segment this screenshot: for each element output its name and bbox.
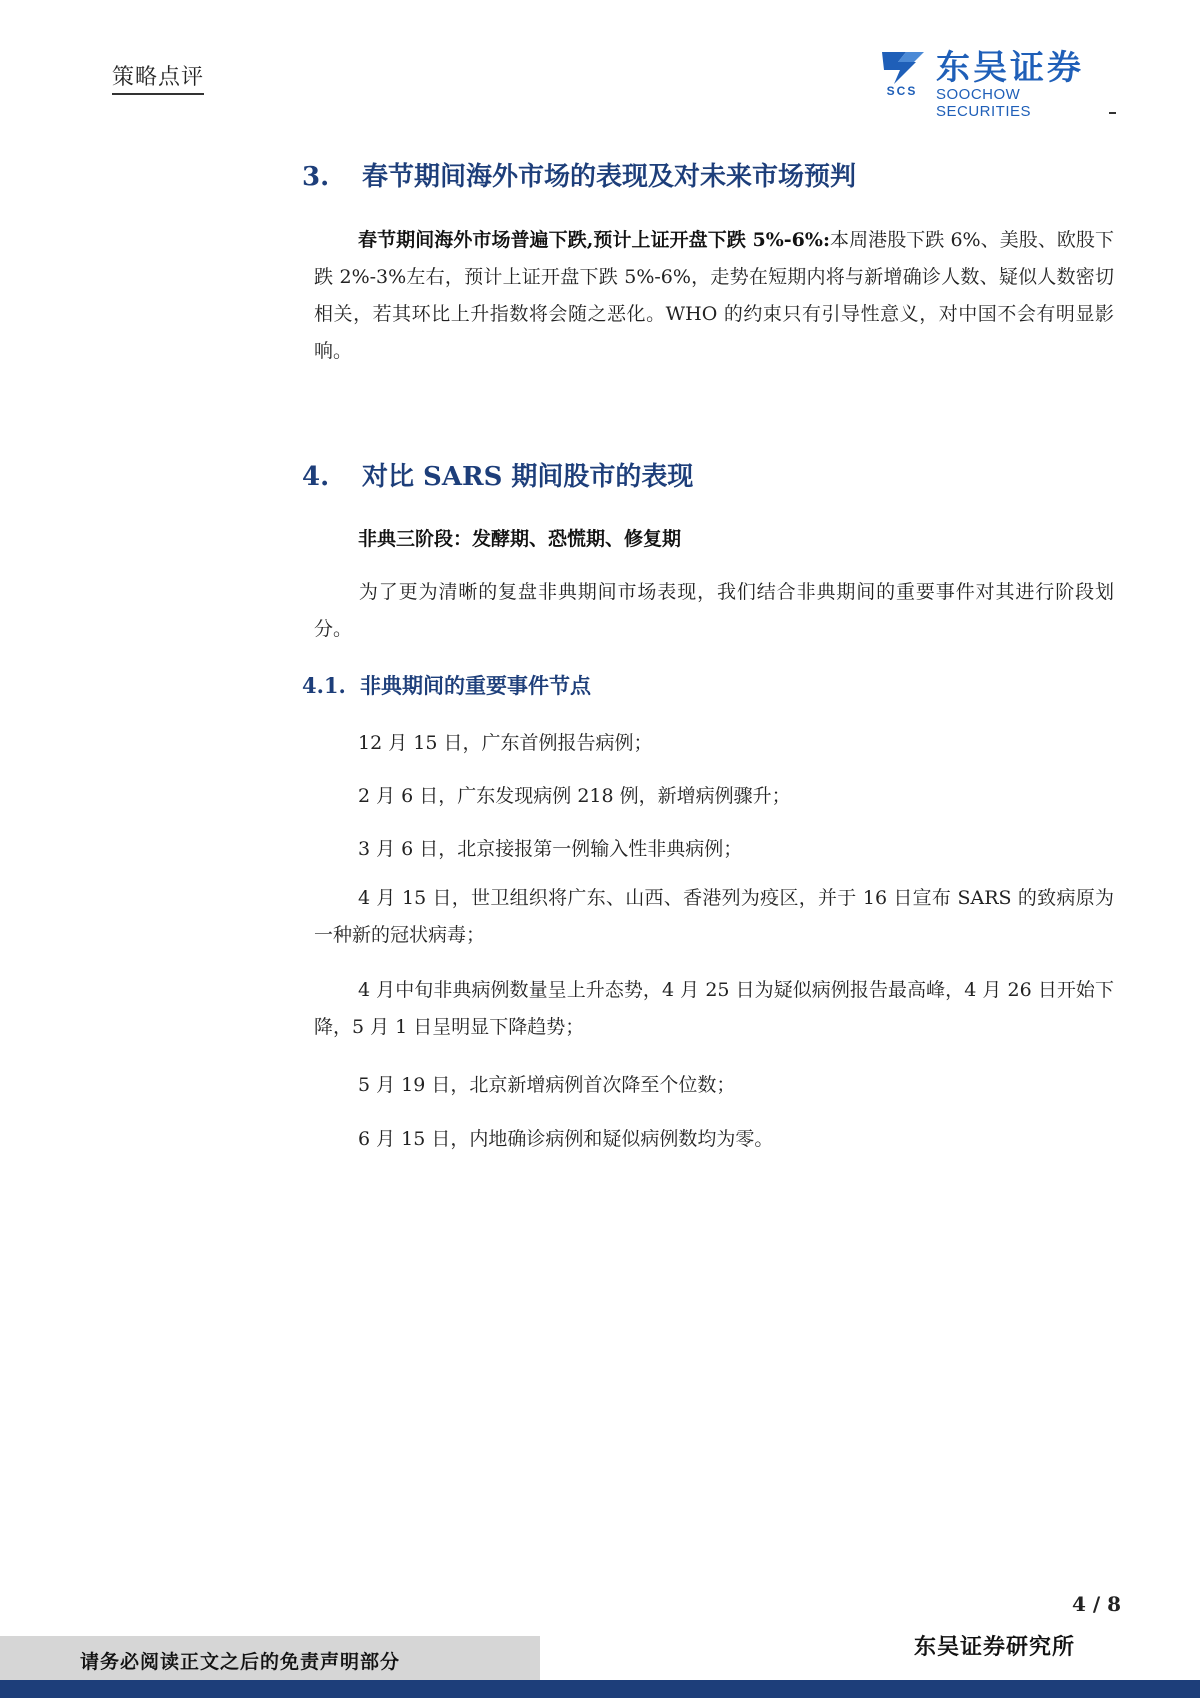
event-item: 6 月 15 日，内地确诊病例和疑似病例数均为零。	[358, 1128, 774, 1150]
event-item-text: 4 月 15 日，世卫组织将广东、山西、香港列为疫区，并于 16 日宣布 SARS 的致病原为一种新的冠状病毒；	[314, 887, 1114, 946]
footer-bar	[0, 1680, 1200, 1698]
section-3-bold-lead: 春节期间海外市场普遍下跌,预计上证开盘下跌 5%-6%:	[358, 229, 830, 251]
logo-abbr: SCS	[886, 84, 918, 98]
report-category: 策略点评	[112, 60, 204, 95]
event-item: 12 月 15 日，广东首例报告病例；	[358, 732, 653, 754]
subsection-4-1-heading	[302, 670, 591, 700]
header-divider	[1109, 112, 1116, 114]
footer-institute: 东吴证券研究所	[914, 1634, 1076, 1660]
section-3-body: 本周港股下跌 6%、美股、欧股下跌 2%-3%左右，预计上证开盘下跌 5%-6%，走势在短期内将与新增确诊人数、疑似人数密切相关，若其环比上升指数将会随之恶化。WHO 的约束只有引导性意义，对中国不会有明显影响。	[314, 229, 1114, 362]
section-4-number: 4.	[302, 462, 330, 492]
section-4-title: 对比 SARS 期间股市的表现	[362, 462, 694, 492]
footer-disclaimer: 请务必阅读正文之后的免责声明部分	[80, 1651, 401, 1673]
section-3-title: 春节期间海外市场的表现及对未来市场预判	[362, 162, 857, 192]
company-logo	[876, 48, 1116, 120]
event-item: 3 月 6 日，北京接报第一例输入性非典病例；	[358, 838, 743, 860]
page-number: 4 / 8	[1072, 1592, 1122, 1616]
logo-english-name: SOOCHOW SECURITIES	[936, 86, 1032, 120]
section-4-heading	[302, 456, 693, 493]
section-3-heading	[302, 156, 856, 193]
section-4-intro-text: 为了更为清晰的复盘非典期间市场表现，我们结合非典期间的重要事件对其进行阶段划分。	[314, 581, 1114, 640]
event-item-text: 4 月中旬非典病例数量呈上升态势，4 月 25 日为疑似病例报告最高峰，4 月 26 日开始下降，5 月 1 日呈明显下降趋势；	[314, 979, 1114, 1038]
subsection-4-1-title: 非典期间的重要事件节点	[360, 673, 591, 698]
event-item: 2 月 6 日，广东发现病例 218 例，新增病例骤升；	[358, 785, 791, 807]
event-item	[314, 880, 1114, 954]
section-4-intro	[314, 574, 1114, 648]
event-item: 5 月 19 日，北京新增病例首次降至个位数；	[358, 1074, 736, 1096]
stage-heading: 非典三阶段：发酵期、恐慌期、修复期	[358, 528, 682, 550]
section-3-paragraph	[314, 222, 1114, 370]
logo-chinese-name: 东吴证券	[936, 48, 1084, 88]
event-item	[314, 972, 1114, 1046]
subsection-4-1-number: 4.1.	[302, 673, 346, 698]
section-3-number: 3.	[302, 162, 330, 192]
scs-logo-icon	[876, 48, 928, 88]
